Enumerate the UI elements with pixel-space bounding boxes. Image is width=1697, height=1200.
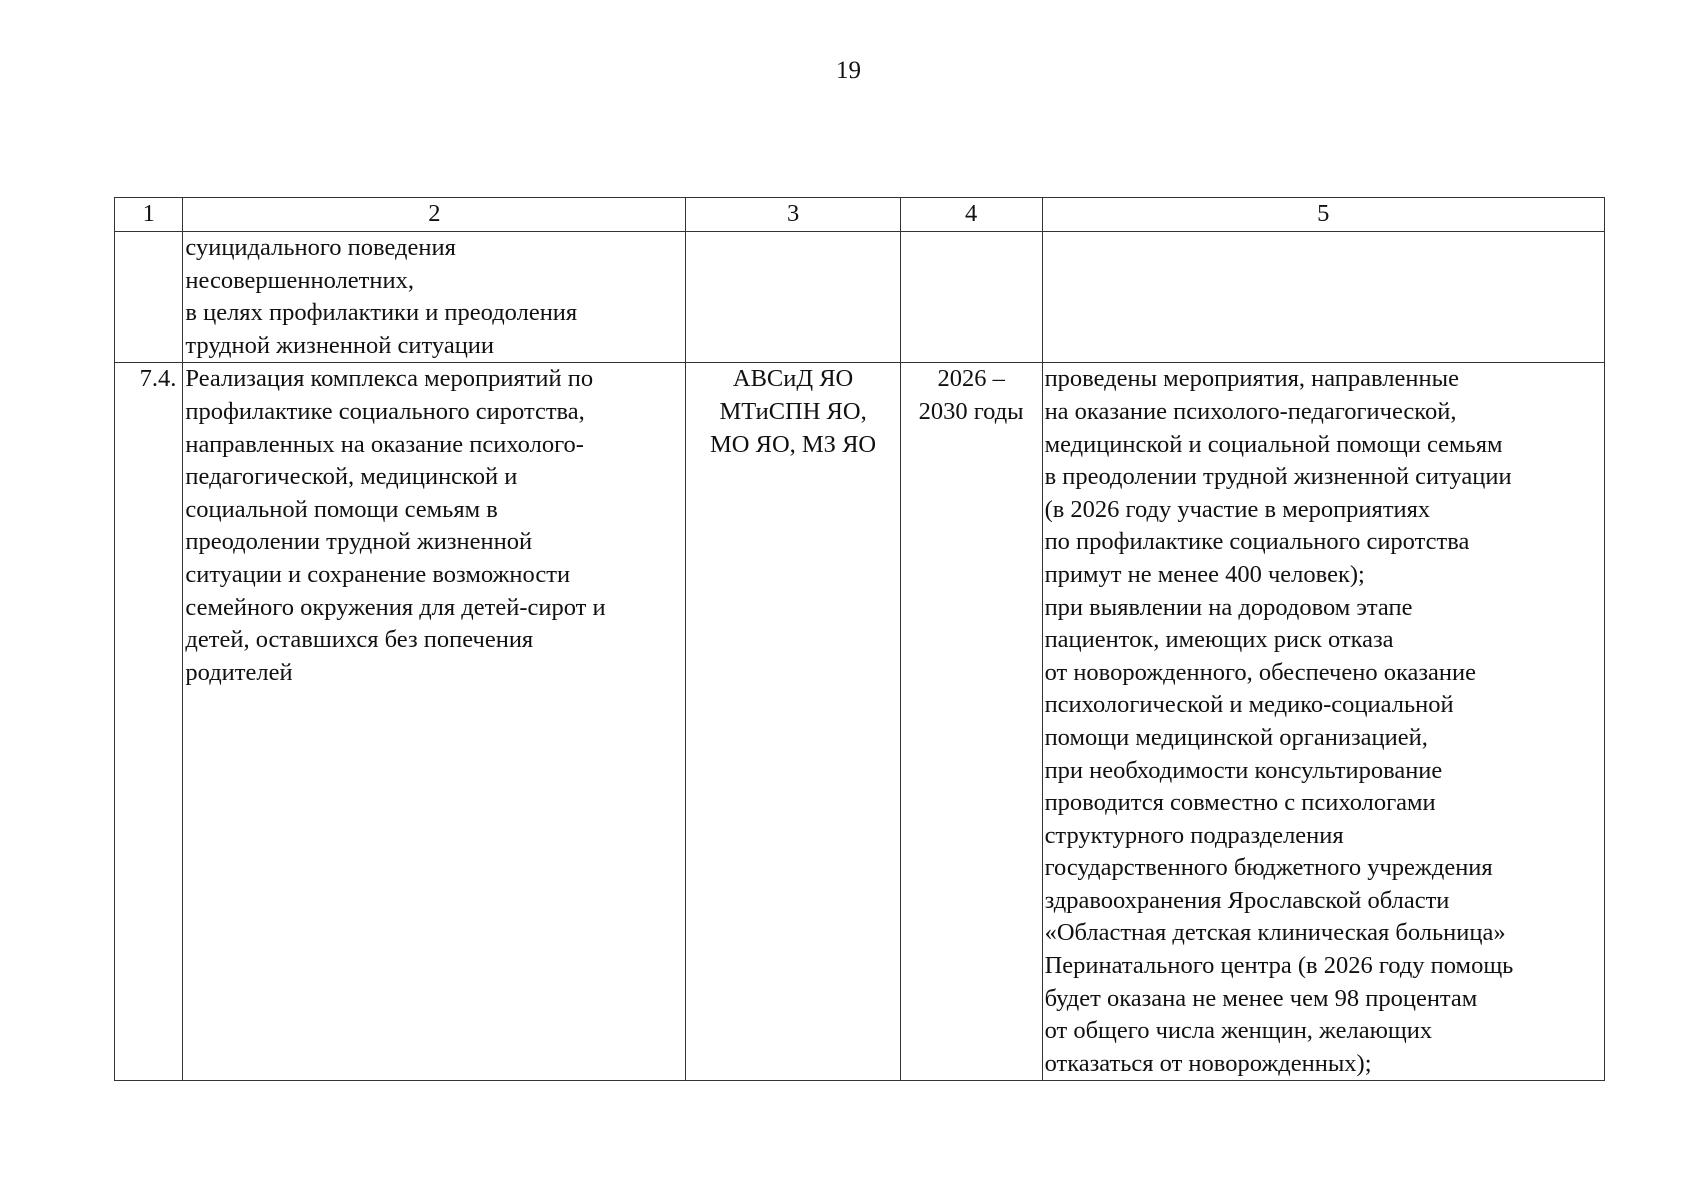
text-line: государственного бюджетного учреждения xyxy=(1044,854,1493,882)
text-line: Перинатального центра (в 2026 году помощь xyxy=(1044,952,1514,980)
text-line: на оказание психолого-педагогической, xyxy=(1044,397,1457,425)
text-line: психологической и медико-социальной xyxy=(1044,691,1454,719)
table-row-7-4 xyxy=(115,363,1605,1081)
text-line: будет оказана не менее чем 98 процентам xyxy=(1044,984,1478,1012)
header-cell: 2 xyxy=(183,198,686,232)
text-line: суицидального поведения xyxy=(185,234,456,261)
text-line: в целях профилактики и преодоления xyxy=(185,299,578,327)
text-line: по профилактике социального сиротства xyxy=(1044,528,1470,556)
text-line: медицинской и социальной помощи семьям xyxy=(1044,430,1503,458)
text-line: при необходимости консультирование xyxy=(1044,756,1443,784)
text-line: трудной жизненной ситуации xyxy=(185,331,495,359)
text-line: АВСиД ЯО xyxy=(732,365,854,393)
header-cell: 4 xyxy=(900,198,1042,232)
table-row-continuation xyxy=(115,232,1605,363)
text-line: педагогической, медицинской и xyxy=(185,463,518,491)
text-line: «Областная детская клиническая больница» xyxy=(1044,919,1506,947)
text-line: МО ЯО, МЗ ЯО xyxy=(710,430,877,458)
text-line: направленных на оказание психолого- xyxy=(185,430,584,458)
measures-table xyxy=(114,197,1605,1081)
table-header-row xyxy=(115,198,1605,232)
text-line: социальной помощи семьям в xyxy=(185,495,498,523)
text-line: от новорожденного, обеспечено оказание xyxy=(1044,658,1477,686)
text-line: родителей xyxy=(185,658,293,686)
text-line: Реализация комплекса мероприятий по xyxy=(185,365,594,393)
executors-cell xyxy=(686,363,900,1081)
executors-cell xyxy=(686,232,900,363)
text-line: при выявлении на дородовом этапе xyxy=(1044,593,1413,621)
header-cell: 1 xyxy=(115,198,183,232)
text-line: отказаться от новорожденных); xyxy=(1044,1049,1372,1077)
result-cell xyxy=(1042,232,1604,363)
text-line: пациенток, имеющих риск отказа xyxy=(1044,626,1394,654)
text-line: профилактике социального сиротства, xyxy=(185,397,585,425)
text-line: от общего числа женщин, желающих xyxy=(1044,1017,1433,1045)
text-line: несовершеннолетних, xyxy=(185,266,414,294)
measure-description-cell xyxy=(183,232,686,363)
text-line: (в 2026 году участие в мероприятиях xyxy=(1044,495,1431,523)
period-cell xyxy=(900,232,1042,363)
text-line: примут не менее 400 человек); xyxy=(1044,560,1365,588)
text-line: здравоохранения Ярославской области xyxy=(1044,886,1450,914)
text-line: детей, оставшихся без попечения xyxy=(185,626,534,654)
header-cell: 3 xyxy=(686,198,900,232)
text-line: 2030 годы xyxy=(918,397,1024,425)
row-number-cell: 7.4. xyxy=(115,363,183,1081)
text-line: помощи медицинской организацией, xyxy=(1044,723,1428,751)
text-line: ситуации и сохранение возможности xyxy=(185,560,571,588)
result-cell xyxy=(1042,363,1604,1081)
text-line: МТиСПН ЯО, xyxy=(719,397,867,425)
text-line: 2026 – xyxy=(937,365,1005,393)
text-line: преодолении трудной жизненной xyxy=(185,528,533,556)
text-line: в преодолении трудной жизненной ситуации xyxy=(1044,463,1512,491)
page-number: 19 xyxy=(836,57,861,84)
text-line: структурного подразделения xyxy=(1044,821,1344,849)
text-line: проведены мероприятия, направленные xyxy=(1044,365,1459,393)
text-line: проводится совместно с психологами xyxy=(1044,789,1436,817)
measure-description-cell xyxy=(183,363,686,1081)
header-cell: 5 xyxy=(1042,198,1604,232)
row-number-cell xyxy=(115,232,183,363)
text-line: семейного окружения для детей-сирот и xyxy=(185,593,606,621)
period-cell xyxy=(900,363,1042,1081)
